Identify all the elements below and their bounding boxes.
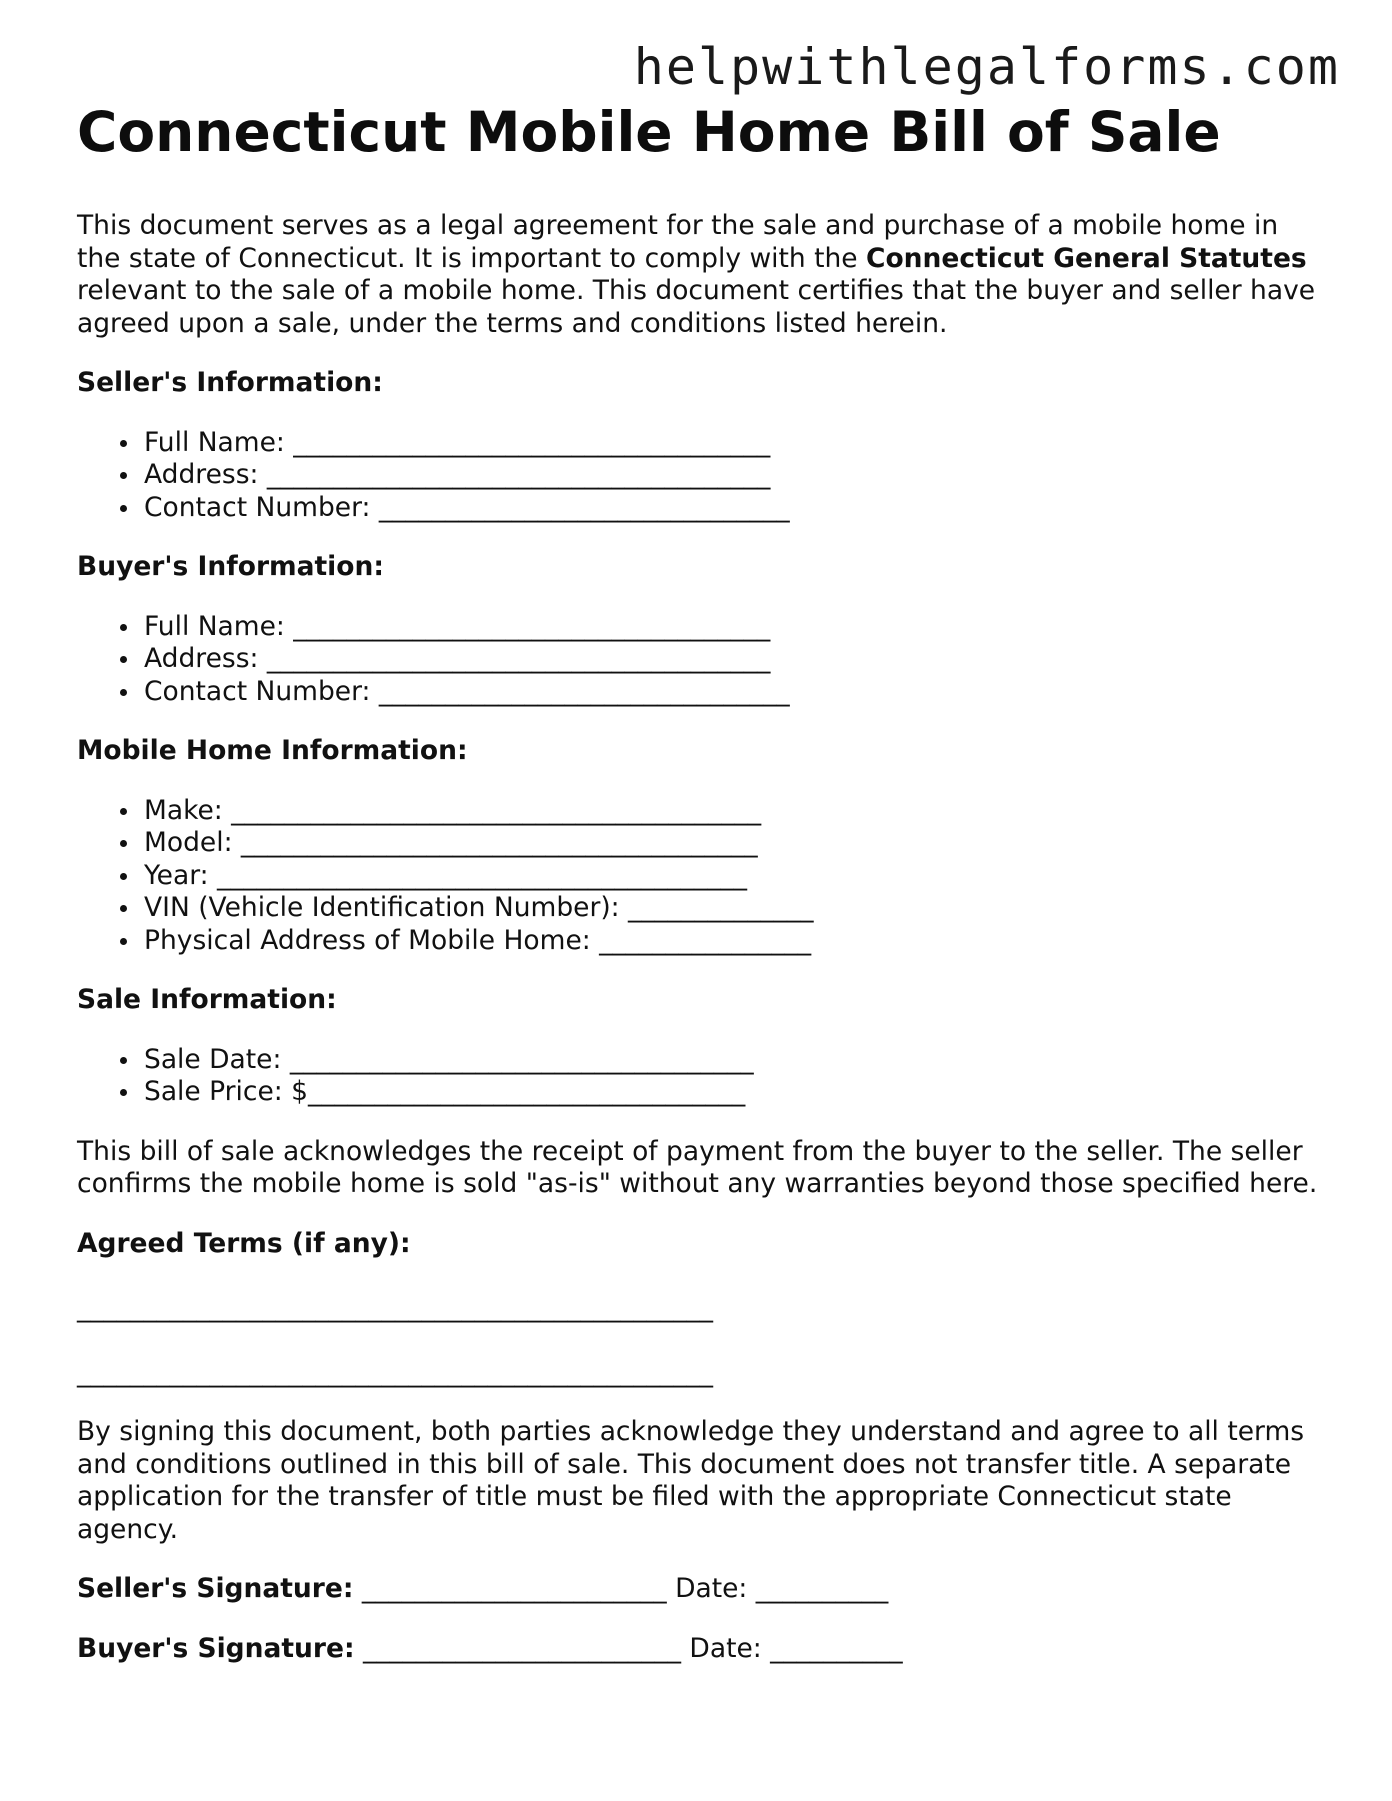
buyer-address-item bbox=[144, 643, 1327, 676]
buyer-contact-blank[interactable]: _______________________________ bbox=[378, 675, 790, 707]
field-label: Contact Number: bbox=[144, 491, 379, 523]
seller-signature-blank[interactable]: _______________________ bbox=[353, 1573, 667, 1604]
terms-line-2[interactable]: ________________________________________________ bbox=[77, 1356, 713, 1388]
year-blank[interactable]: ________________________________________ bbox=[217, 859, 747, 891]
field-label: Sale Date: bbox=[144, 1043, 290, 1075]
field-label: Model: bbox=[144, 827, 241, 858]
buyer-signature-row bbox=[77, 1633, 1327, 1666]
buyer-signature-label: Buyer's Signature: bbox=[77, 1632, 355, 1664]
sale-price-item bbox=[144, 1076, 1327, 1109]
seller-address-blank[interactable]: ______________________________________ bbox=[266, 459, 771, 490]
sale-date-item bbox=[144, 1044, 1327, 1077]
intro-bold-statutes: Connecticut General Statutes bbox=[866, 242, 1307, 274]
model-item bbox=[144, 827, 1327, 860]
acknowledgement-paragraph: This bill of sale acknowledges the receipt of payment from the buyer to the seller. The seller confirms the mobile home is sold "as-is" without any warranties beyond those specified here. bbox=[77, 1135, 1318, 1199]
seller-full-name-blank[interactable]: ____________________________________ bbox=[293, 426, 771, 458]
buyer-contact-item bbox=[144, 676, 1327, 709]
sale-list bbox=[77, 1044, 1327, 1109]
buyer-list bbox=[77, 611, 1327, 709]
physical-address-item bbox=[144, 925, 1327, 958]
make-item bbox=[144, 795, 1327, 828]
intro-text-2: relevant to the sale of a mobile home. This document certifies that the buyer and seller have agreed upon a sale, under the terms and conditions listed herein. bbox=[77, 275, 1316, 339]
seller-heading: Seller's Information: bbox=[77, 367, 383, 398]
terms-line-1[interactable]: ________________________________________________ bbox=[77, 1292, 713, 1323]
seller-signature-label: Seller's Signature: bbox=[77, 1573, 354, 1604]
seller-contact-blank[interactable]: _______________________________ bbox=[378, 491, 790, 523]
seller-full-name-item bbox=[144, 427, 1327, 460]
seller-date-label: Date: bbox=[666, 1573, 756, 1604]
buyer-full-name-item bbox=[144, 611, 1327, 644]
field-label: Address: bbox=[144, 643, 267, 674]
buyer-signature-blank[interactable]: ________________________ bbox=[354, 1632, 681, 1664]
field-label: Contact Number: bbox=[144, 675, 379, 707]
page-title: Connecticut Mobile Home Bill of Sale bbox=[77, 100, 1221, 164]
year-item bbox=[144, 860, 1327, 893]
buyer-address-blank[interactable]: ______________________________________ bbox=[266, 643, 771, 674]
watermark: helpwithlegalforms.com bbox=[633, 38, 1340, 96]
field-label: Full Name: bbox=[144, 610, 294, 642]
buyer-heading: Buyer's Information: bbox=[77, 551, 384, 582]
field-label: VIN (Vehicle Identification Number): bbox=[144, 892, 629, 923]
field-label: Full Name: bbox=[144, 426, 294, 458]
make-blank[interactable]: ________________________________________ bbox=[231, 794, 762, 826]
mobile-home-heading: Mobile Home Information: bbox=[77, 735, 468, 766]
physical-address-blank[interactable]: ________________ bbox=[599, 924, 812, 956]
closing-paragraph: By signing this document, both parties acknowledge they understand and agree to all terms and conditions outlined in this bill of sale. This document does not transfer title. A separate application for the transfer of title must be filed with the appropriate Connecticut state agency. bbox=[77, 1416, 1305, 1545]
model-blank[interactable]: _______________________________________ bbox=[240, 827, 758, 858]
seller-address-item bbox=[144, 459, 1327, 492]
sale-heading: Sale Information: bbox=[77, 984, 337, 1015]
field-label: Address: bbox=[144, 459, 267, 490]
mobile-home-list bbox=[77, 795, 1327, 958]
seller-contact-item bbox=[144, 492, 1327, 525]
seller-list bbox=[77, 427, 1327, 525]
buyer-full-name-blank[interactable]: ____________________________________ bbox=[293, 610, 771, 642]
sale-date-blank[interactable]: ___________________________________ bbox=[289, 1043, 754, 1075]
seller-date-blank[interactable]: __________ bbox=[755, 1573, 889, 1604]
seller-signature-row bbox=[77, 1573, 1327, 1606]
intro-text-1: This document serves as a legal agreement for the sale and purchase of a mobile home in the state of Connecticut. It is important to comply with the bbox=[77, 210, 1279, 274]
field-label: Physical Address of Mobile Home: bbox=[144, 924, 600, 956]
field-label: Make: bbox=[144, 794, 232, 826]
buyer-date-label: Date: bbox=[681, 1632, 771, 1664]
vin-blank[interactable]: ______________ bbox=[628, 892, 814, 923]
intro-paragraph bbox=[77, 210, 1327, 340]
sale-price-blank[interactable]: _________________________________ bbox=[308, 1076, 746, 1107]
field-label: Sale Price: $ bbox=[144, 1076, 309, 1107]
buyer-date-blank[interactable]: __________ bbox=[770, 1632, 903, 1664]
field-label: Year: bbox=[144, 859, 217, 891]
document-content bbox=[77, 92, 1327, 1665]
vin-item bbox=[144, 892, 1327, 925]
terms-heading: Agreed Terms (if any): bbox=[77, 1227, 411, 1259]
